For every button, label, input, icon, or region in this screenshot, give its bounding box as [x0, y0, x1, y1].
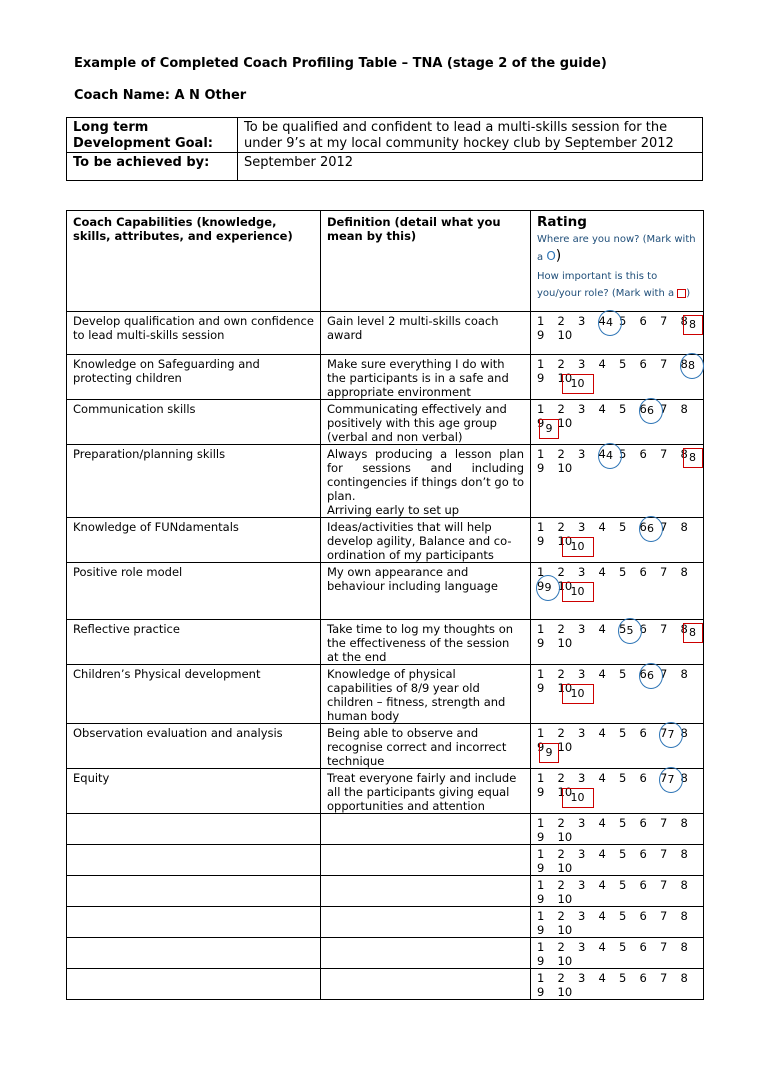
rating-scale	[537, 622, 697, 650]
capability-cell: Knowledge on Safeguarding and protecting children	[67, 355, 321, 400]
scale-number: 3	[578, 565, 586, 579]
circle-mark-icon: O	[546, 249, 556, 263]
scale-number: 6	[639, 726, 647, 740]
scale-number: 1	[537, 816, 545, 830]
scale-number: 2	[557, 402, 565, 416]
definition-cell: Always producing a lesson plan for sessions and including contingencies if things don’t go to plan. Arriving early to set up	[321, 445, 531, 518]
scale-number: 6	[639, 816, 647, 830]
scale-number: 10	[557, 681, 573, 695]
scale-number: 6	[639, 771, 647, 785]
blank-row	[67, 876, 704, 907]
rating-cell	[531, 355, 704, 400]
scale-number: 5	[619, 667, 627, 681]
rating-scale	[537, 357, 697, 390]
scale-number: 10	[557, 328, 573, 342]
header-capabilities: Coach Capabilities (knowledge, skills, attributes, and experience)	[67, 211, 321, 312]
scale-number: 7	[660, 357, 668, 371]
scale-number: 3	[578, 847, 586, 861]
capabilities-table	[66, 210, 704, 1000]
scale-number: 9	[537, 371, 545, 385]
scale-number: 5	[619, 520, 627, 534]
goal-table	[66, 117, 703, 181]
scale-number: 4	[598, 447, 606, 461]
scale-number: 8	[680, 314, 688, 328]
goal-label-cell	[67, 118, 238, 153]
scale-number: 10	[557, 985, 573, 999]
capability-cell	[67, 876, 321, 907]
importance-box: 8	[683, 315, 703, 335]
scale-number: 4	[598, 771, 606, 785]
scale-number: 9	[537, 579, 545, 593]
current-level-circle: 8	[680, 353, 704, 379]
scale-number: 2	[557, 565, 565, 579]
scale-number: 8	[680, 667, 688, 681]
scale-number: 2	[557, 971, 565, 985]
header-definition: Definition (detail what you mean by this)	[321, 211, 531, 312]
header-rating: Rating	[537, 214, 587, 230]
scale-number: 7	[660, 565, 668, 579]
scale-number: 3	[578, 909, 586, 923]
scale-number: 7	[660, 667, 668, 681]
scale-number: 2	[557, 816, 565, 830]
scale-number: 7	[660, 314, 668, 328]
scale-number: 4	[598, 940, 606, 954]
definition-cell: Being able to observe and recognise correct and incorrect technique	[321, 724, 531, 769]
scale-number: 4	[598, 357, 606, 371]
scale-number: 1	[537, 667, 545, 681]
definition-cell: Make sure everything I do with the participants is in a safe and appropriate environment	[321, 355, 531, 400]
scale-number: 3	[578, 357, 586, 371]
scale-number: 6	[639, 971, 647, 985]
scale-number: 6	[639, 878, 647, 892]
rating-cell	[531, 876, 704, 907]
rating-cell	[531, 845, 704, 876]
table-row	[67, 445, 704, 518]
document-title: Example of Completed Coach Profiling Table – TNA (stage 2 of the guide)	[74, 56, 607, 71]
scale-number: 3	[578, 314, 586, 328]
scale-number: 8	[680, 909, 688, 923]
rating-cell	[531, 620, 704, 665]
capability-cell: Knowledge of FUNdamentals	[67, 518, 321, 563]
scale-number: 1	[537, 314, 545, 328]
scale-number: 5	[619, 565, 627, 579]
capability-cell	[67, 938, 321, 969]
scale-number: 7	[660, 402, 668, 416]
achieved-label: To be achieved by:	[67, 153, 238, 181]
rating-scale	[537, 726, 697, 759]
table-row	[67, 400, 704, 445]
rating-scale	[537, 878, 697, 906]
scale-number: 3	[578, 520, 586, 534]
scale-number: 7	[660, 771, 668, 785]
scale-number: 5	[619, 357, 627, 371]
scale-number: 4	[598, 314, 606, 328]
scale-number: 8	[680, 940, 688, 954]
current-level-circle: 6	[639, 398, 663, 424]
importance-box: 10	[562, 788, 594, 808]
scale-number: 7	[660, 940, 668, 954]
capability-cell	[67, 814, 321, 845]
scale-number: 6	[639, 357, 647, 371]
rating-cell	[531, 907, 704, 938]
scale-number: 8	[680, 402, 688, 416]
scale-number: 1	[537, 520, 545, 534]
scale-number: 2	[557, 847, 565, 861]
importance-box: 8	[683, 448, 703, 468]
scale-number: 6	[639, 565, 647, 579]
scale-number: 6	[639, 847, 647, 861]
scale-number: 2	[557, 520, 565, 534]
capability-cell	[67, 845, 321, 876]
scale-number: 3	[578, 726, 586, 740]
goal-label-line1: Long term	[73, 120, 149, 135]
scale-number: 10	[557, 579, 573, 593]
capability-cell: Communication skills	[67, 400, 321, 445]
scale-number: 10	[557, 371, 573, 385]
definition-cell: My own appearance and behaviour including language	[321, 563, 531, 620]
scale-number: 8	[680, 878, 688, 892]
scale-number: 1	[537, 565, 545, 579]
table-row	[67, 620, 704, 665]
rating-cell	[531, 665, 704, 724]
rating-scale	[537, 909, 697, 937]
capability-cell: Reflective practice	[67, 620, 321, 665]
table-row	[67, 518, 704, 563]
rating-scale	[537, 314, 697, 342]
scale-number: 9	[537, 681, 545, 695]
rating-cell	[531, 400, 704, 445]
table-row	[67, 724, 704, 769]
scale-number: 10	[557, 534, 573, 548]
scale-number: 2	[557, 622, 565, 636]
scale-number: 5	[619, 909, 627, 923]
scale-number: 3	[578, 971, 586, 985]
scale-number: 8	[680, 971, 688, 985]
scale-number: 3	[578, 940, 586, 954]
scale-number: 10	[557, 861, 573, 875]
scale-number: 4	[598, 565, 606, 579]
scale-number: 9	[537, 785, 545, 799]
definition-cell	[321, 907, 531, 938]
rating-cell	[531, 312, 704, 355]
scale-number: 5	[619, 726, 627, 740]
scale-number: 1	[537, 726, 545, 740]
scale-number: 5	[619, 402, 627, 416]
scale-number: 7	[660, 847, 668, 861]
scale-number: 5	[619, 878, 627, 892]
scale-number: 10	[557, 636, 573, 650]
rating-scale	[537, 520, 697, 553]
header-rating-cell	[531, 211, 704, 312]
definition-cell	[321, 845, 531, 876]
scale-number: 2	[557, 878, 565, 892]
scale-number: 9	[537, 985, 545, 999]
definition-cell	[321, 938, 531, 969]
scale-number: 4	[598, 878, 606, 892]
scale-number: 8	[680, 520, 688, 534]
rating-cell	[531, 518, 704, 563]
scale-number: 6	[639, 520, 647, 534]
scale-number: 9	[537, 328, 545, 342]
capability-cell	[67, 907, 321, 938]
scale-number: 10	[557, 954, 573, 968]
current-level-circle: 5	[618, 618, 642, 644]
scale-number: 8	[680, 816, 688, 830]
scale-number: 5	[619, 940, 627, 954]
scale-number: 4	[598, 909, 606, 923]
scale-number: 5	[619, 971, 627, 985]
scale-number: 10	[557, 461, 573, 475]
scale-number: 6	[639, 447, 647, 461]
importance-box: 8	[683, 623, 703, 643]
rating-cell	[531, 769, 704, 814]
scale-number: 8	[680, 771, 688, 785]
scale-number: 1	[537, 971, 545, 985]
scale-number: 9	[537, 636, 545, 650]
scale-number: 2	[557, 667, 565, 681]
table-row	[67, 769, 704, 814]
capability-cell: Equity	[67, 769, 321, 814]
scale-number: 3	[578, 447, 586, 461]
scale-number: 1	[537, 447, 545, 461]
capability-cell: Preparation/planning skills	[67, 445, 321, 518]
scale-number: 3	[578, 771, 586, 785]
scale-number: 4	[598, 402, 606, 416]
capability-cell: Develop qualification and own confidence to lead multi-skills session	[67, 312, 321, 355]
scale-number: 5	[619, 447, 627, 461]
definition-cell: Treat everyone fairly and include all the participants giving equal opportunities and attention	[321, 769, 531, 814]
current-level-circle: 7	[659, 767, 683, 793]
capability-cell	[67, 969, 321, 1000]
scale-number: 3	[578, 816, 586, 830]
importance-box: 9	[539, 743, 559, 763]
rating-cell	[531, 563, 704, 620]
scale-number: 10	[557, 830, 573, 844]
rating-cell	[531, 969, 704, 1000]
rating-scale	[537, 847, 697, 875]
blank-row	[67, 814, 704, 845]
scale-number: 8	[680, 726, 688, 740]
scale-number: 7	[660, 447, 668, 461]
current-level-circle: 4	[598, 443, 622, 469]
scale-number: 10	[557, 923, 573, 937]
scale-number: 9	[537, 954, 545, 968]
table-row	[67, 563, 704, 620]
scale-number: 1	[537, 357, 545, 371]
scale-number: 8	[680, 565, 688, 579]
scale-number: 9	[537, 923, 545, 937]
scale-number: 2	[557, 909, 565, 923]
scale-number: 3	[578, 402, 586, 416]
scale-number: 7	[660, 726, 668, 740]
scale-number: 6	[639, 667, 647, 681]
goal-label-line2: Development Goal:	[73, 136, 213, 151]
scale-number: 6	[639, 909, 647, 923]
rating-cell	[531, 724, 704, 769]
rating-scale	[537, 447, 697, 475]
scale-number: 6	[639, 622, 647, 636]
scale-number: 2	[557, 447, 565, 461]
importance-box: 10	[562, 537, 594, 557]
definition-cell	[321, 876, 531, 907]
blank-row	[67, 969, 704, 1000]
scale-number: 1	[537, 940, 545, 954]
table-row	[67, 665, 704, 724]
scale-number: 5	[619, 771, 627, 785]
scale-number: 4	[598, 971, 606, 985]
rating-scale	[537, 565, 697, 598]
table-row	[67, 312, 704, 355]
scale-number: 9	[537, 892, 545, 906]
hint-important	[537, 268, 697, 302]
importance-box: 9	[539, 419, 559, 439]
scale-number: 8	[680, 847, 688, 861]
rating-scale	[537, 816, 697, 844]
scale-number: 7	[660, 878, 668, 892]
scale-number: 8	[680, 357, 688, 371]
rating-scale	[537, 667, 697, 700]
scale-number: 2	[557, 357, 565, 371]
definition-cell: Ideas/activities that will help develop agility, Balance and co-ordination of my participants	[321, 518, 531, 563]
definition-cell: Knowledge of physical capabilities of 8/9 year old children – fitness, strength and human body	[321, 665, 531, 724]
scale-number: 3	[578, 667, 586, 681]
scale-number: 2	[557, 726, 565, 740]
blank-row	[67, 907, 704, 938]
scale-number: 9	[537, 534, 545, 548]
scale-number: 5	[619, 847, 627, 861]
capability-cell: Observation evaluation and analysis	[67, 724, 321, 769]
capability-cell: Children’s Physical development	[67, 665, 321, 724]
current-level-circle: 9	[536, 575, 560, 601]
scale-number: 5	[619, 314, 627, 328]
hint-now-text: Where are you now? (Mark with a	[537, 234, 696, 263]
rating-cell	[531, 814, 704, 845]
scale-number: 5	[619, 622, 627, 636]
current-level-circle: 6	[639, 516, 663, 542]
scale-number: 7	[660, 520, 668, 534]
scale-number: 6	[639, 314, 647, 328]
table-row	[67, 355, 704, 400]
scale-number: 1	[537, 909, 545, 923]
scale-number: 10	[557, 785, 573, 799]
scale-number: 4	[598, 847, 606, 861]
definition-cell: Take time to log my thoughts on the effectiveness of the session at the end	[321, 620, 531, 665]
scale-number: 9	[537, 416, 545, 430]
scale-number: 10	[557, 740, 573, 754]
rating-scale	[537, 402, 697, 435]
scale-number: 10	[557, 416, 573, 430]
definition-cell	[321, 969, 531, 1000]
rating-scale	[537, 940, 697, 968]
rating-cell	[531, 445, 704, 518]
scale-number: 1	[537, 847, 545, 861]
definition-cell	[321, 814, 531, 845]
hint-important-close: )	[686, 288, 691, 299]
scale-number: 9	[537, 461, 545, 475]
scale-number: 8	[680, 622, 688, 636]
scale-number: 9	[537, 830, 545, 844]
importance-box: 10	[562, 684, 594, 704]
scale-number: 3	[578, 878, 586, 892]
goal-text: To be qualified and confident to lead a multi-skills session for the under 9’s at my local community hockey club by September 2012	[238, 118, 703, 153]
header-row	[67, 211, 704, 312]
scale-number: 7	[660, 971, 668, 985]
scale-number: 2	[557, 771, 565, 785]
hint-now	[537, 231, 697, 266]
hint-important-text: How important is this to you/your role? (Mark with a	[537, 271, 675, 299]
scale-number: 4	[598, 622, 606, 636]
rating-scale	[537, 971, 697, 999]
definition-cell: Communicating effectively and positively with this age group (verbal and non verbal)	[321, 400, 531, 445]
square-mark-icon	[677, 289, 686, 298]
importance-box: 10	[562, 374, 594, 394]
scale-number: 2	[557, 940, 565, 954]
scale-number: 1	[537, 402, 545, 416]
scale-number: 3	[578, 622, 586, 636]
scale-number: 5	[619, 816, 627, 830]
scale-number: 4	[598, 726, 606, 740]
scale-number: 1	[537, 622, 545, 636]
rating-cell	[531, 938, 704, 969]
capability-cell: Positive role model	[67, 563, 321, 620]
scale-number: 1	[537, 771, 545, 785]
definition-cell: Gain level 2 multi-skills coach award	[321, 312, 531, 355]
scale-number: 4	[598, 816, 606, 830]
hint-now-close: )	[555, 248, 562, 264]
coach-name: Coach Name: A N Other	[74, 88, 247, 103]
scale-number: 7	[660, 816, 668, 830]
scale-number: 7	[660, 909, 668, 923]
scale-number: 6	[639, 940, 647, 954]
scale-number: 7	[660, 622, 668, 636]
scale-number: 4	[598, 667, 606, 681]
scale-number: 4	[598, 520, 606, 534]
scale-number: 2	[557, 314, 565, 328]
scale-number: 8	[680, 447, 688, 461]
importance-box: 10	[562, 582, 594, 602]
current-level-circle: 4	[598, 310, 622, 336]
rating-scale	[537, 771, 697, 804]
scale-number: 9	[537, 740, 545, 754]
current-level-circle: 6	[639, 663, 663, 689]
scale-number: 10	[557, 892, 573, 906]
achieved-value: September 2012	[238, 153, 703, 181]
scale-number: 1	[537, 878, 545, 892]
blank-row	[67, 938, 704, 969]
blank-row	[67, 845, 704, 876]
current-level-circle: 7	[659, 722, 683, 748]
scale-number: 6	[639, 402, 647, 416]
scale-number: 9	[537, 861, 545, 875]
